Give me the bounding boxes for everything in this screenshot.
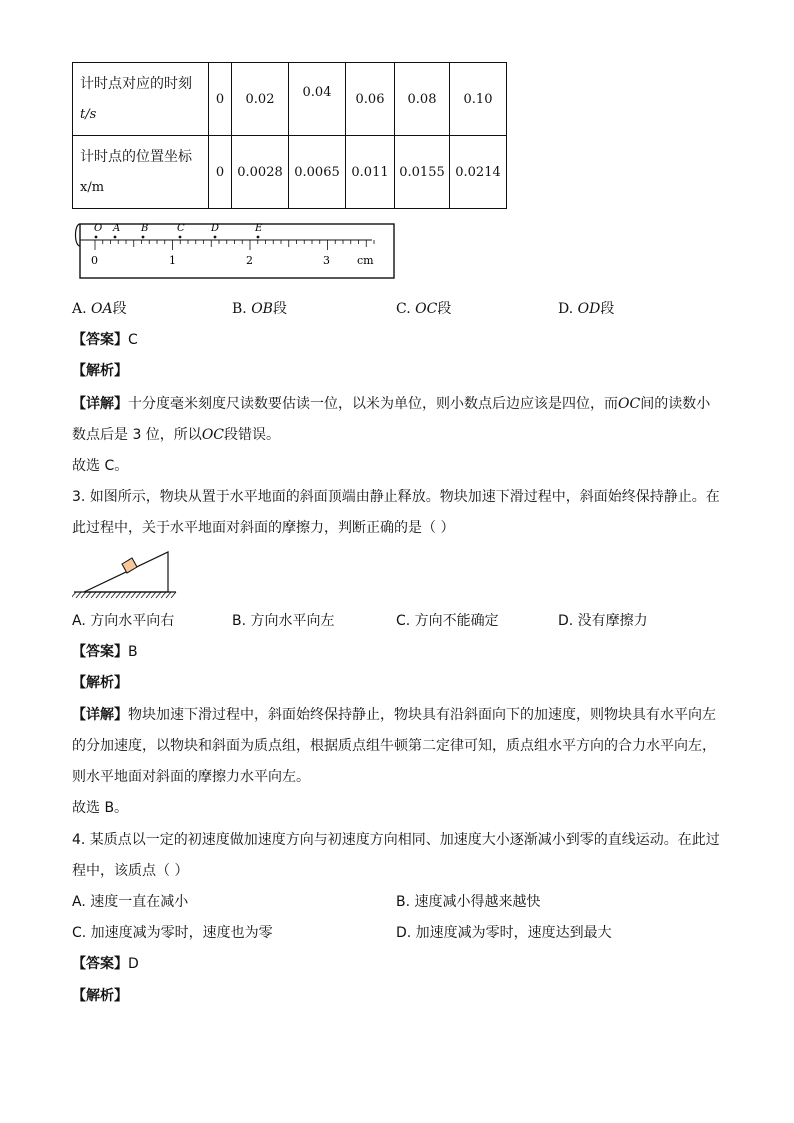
hatch-line xyxy=(136,592,141,598)
row-header-time-label: 计时点对应的时刻 xyxy=(80,75,192,92)
table-cell: 0 xyxy=(209,63,232,136)
row-header-time xyxy=(73,63,209,136)
table-cell: 0.0065 xyxy=(289,136,346,209)
hatch-line xyxy=(156,592,161,598)
table-cell: 0.06 xyxy=(346,63,395,136)
hatch-line xyxy=(101,592,106,598)
q2-analysis-tag: 【解析】 xyxy=(72,363,128,379)
ruler-figure xyxy=(72,218,402,284)
q3-option-a: A. 方向水平向右 xyxy=(72,613,175,629)
q3-option-c: C. 方向不能确定 xyxy=(396,613,499,629)
hatch-line xyxy=(131,592,136,598)
q3-answer: 【答案】B xyxy=(72,644,138,660)
q2-detail-line2: 数点后是 3 位，所以OC段错误。 xyxy=(72,427,281,443)
hatch-line xyxy=(86,592,91,598)
q4-option-d: D. 加速度减为零时，速度达到最大 xyxy=(396,925,612,941)
ruler-points xyxy=(95,236,260,239)
hatch-line xyxy=(161,592,166,598)
q4-option-a: A. 速度一直在减小 xyxy=(72,894,189,910)
hatch-line xyxy=(151,592,156,598)
q2-conclusion: 故选 C。 xyxy=(72,458,129,474)
point-label-a: A xyxy=(113,223,121,234)
q4-analysis-tag: 【解析】 xyxy=(72,988,128,1004)
table-row xyxy=(73,63,507,136)
q2-answer: 【答案】C xyxy=(72,332,138,348)
q3-stem-line1: 3. 如图所示，物块从置于水平地面的斜面顶端由静止释放。物块加速下滑过程中，斜面始终保持静止。在 xyxy=(72,489,720,505)
hatch-line xyxy=(91,592,96,598)
point-label-b: B xyxy=(141,223,149,234)
q4-answer: 【答案】D xyxy=(72,956,139,972)
q2-option-b: B. OB段 xyxy=(232,301,287,317)
hatch-line xyxy=(121,592,126,598)
table-cell: 0.10 xyxy=(450,63,507,136)
hatch-line xyxy=(72,592,76,598)
tape-dot xyxy=(95,236,98,239)
hatch-line xyxy=(76,592,81,598)
scale-label-3: 3 xyxy=(323,254,330,267)
hatch-line xyxy=(96,592,101,598)
block xyxy=(122,558,137,573)
table-row xyxy=(73,136,507,209)
hatch-line xyxy=(166,592,171,598)
point-label-e: E xyxy=(255,223,263,234)
hatch-line xyxy=(81,592,86,598)
hatch-line xyxy=(126,592,131,598)
scale-label-0: 0 xyxy=(91,254,98,267)
hatch-line xyxy=(106,592,111,598)
q4-option-c: C. 加速度减为零时，速度也为零 xyxy=(72,925,273,941)
q4-stem-line1: 4. 某质点以一定的初速度做加速度方向与初速度方向相同、加速度大小逐渐减小到零的直线运动。在此过 xyxy=(72,832,720,848)
q4-option-b: B. 速度减小得越来越快 xyxy=(396,894,541,910)
table-cell: 0 xyxy=(209,136,232,209)
q2-option-a: A. OA段 xyxy=(72,301,127,317)
point-label-d: D xyxy=(211,223,220,234)
q3-detail-line3: 则水平地面对斜面的摩擦力水平向左。 xyxy=(72,769,310,785)
hatch-line xyxy=(171,592,176,598)
timing-table xyxy=(72,62,507,209)
table-cell: 0.0155 xyxy=(395,136,450,209)
point-label-c: C xyxy=(177,223,185,234)
hatch-line xyxy=(111,592,116,598)
table-cell: 0.011 xyxy=(346,136,395,209)
incline-figure xyxy=(72,544,184,602)
q3-option-d: D. 没有摩擦力 xyxy=(558,613,648,629)
row-header-position-label: 计时点的位置坐标 xyxy=(80,148,192,165)
scale-label-2: 2 xyxy=(246,254,253,267)
hatch-line xyxy=(146,592,151,598)
q2-option-d: D. OD段 xyxy=(558,301,615,317)
q3-conclusion: 故选 B。 xyxy=(72,800,129,816)
row-header-position xyxy=(73,136,209,209)
point-label-o: O xyxy=(94,223,103,234)
row-header-time-unit: t/s xyxy=(80,106,97,122)
hatch-line xyxy=(141,592,146,598)
scale-label-1: 1 xyxy=(169,254,176,267)
q3-stem-line2: 此过程中，关于水平地面对斜面的摩擦力，判断正确的是（ ） xyxy=(72,520,455,536)
q3-detail-line2: 的分加速度，以物块和斜面为质点组，根据质点组牛顿第二定律可知，质点组水平方向的合力水平向左， xyxy=(72,738,716,754)
q3-option-b: B. 方向水平向左 xyxy=(232,613,335,629)
table-cell: 0.08 xyxy=(395,63,450,136)
q2-detail-line1: 【详解】十分度毫米刻度尺读数要估读一位，以米为单位，则小数点后边应该是四位，而OC间的读数小 xyxy=(72,396,711,412)
ruler-ticks xyxy=(95,240,374,250)
tape-dot xyxy=(114,236,117,239)
table-cell: 0.04 xyxy=(289,63,346,136)
tape-dot xyxy=(142,236,145,239)
table-cell: 0.0028 xyxy=(232,136,289,209)
hatch-line xyxy=(116,592,121,598)
row-header-position-unit: x/m xyxy=(80,179,105,195)
q3-analysis-tag: 【解析】 xyxy=(72,675,128,691)
q2-option-c: C. OC段 xyxy=(396,301,452,317)
tape-dot xyxy=(179,236,182,239)
table-cell: 0.02 xyxy=(232,63,289,136)
tape-dot xyxy=(257,236,260,239)
ruler-outline xyxy=(80,224,394,278)
table-cell: 0.0214 xyxy=(450,136,507,209)
tape-dot xyxy=(214,236,217,239)
unit-label: cm xyxy=(357,254,374,267)
q4-stem-line2: 程中，该质点（ ） xyxy=(72,863,189,879)
ground-hatching xyxy=(72,592,176,598)
q3-detail-line1: 【详解】物块加速下滑过程中，斜面始终保持静止，物块具有沿斜面向下的加速度，则物块具有水平向左 xyxy=(72,707,716,723)
